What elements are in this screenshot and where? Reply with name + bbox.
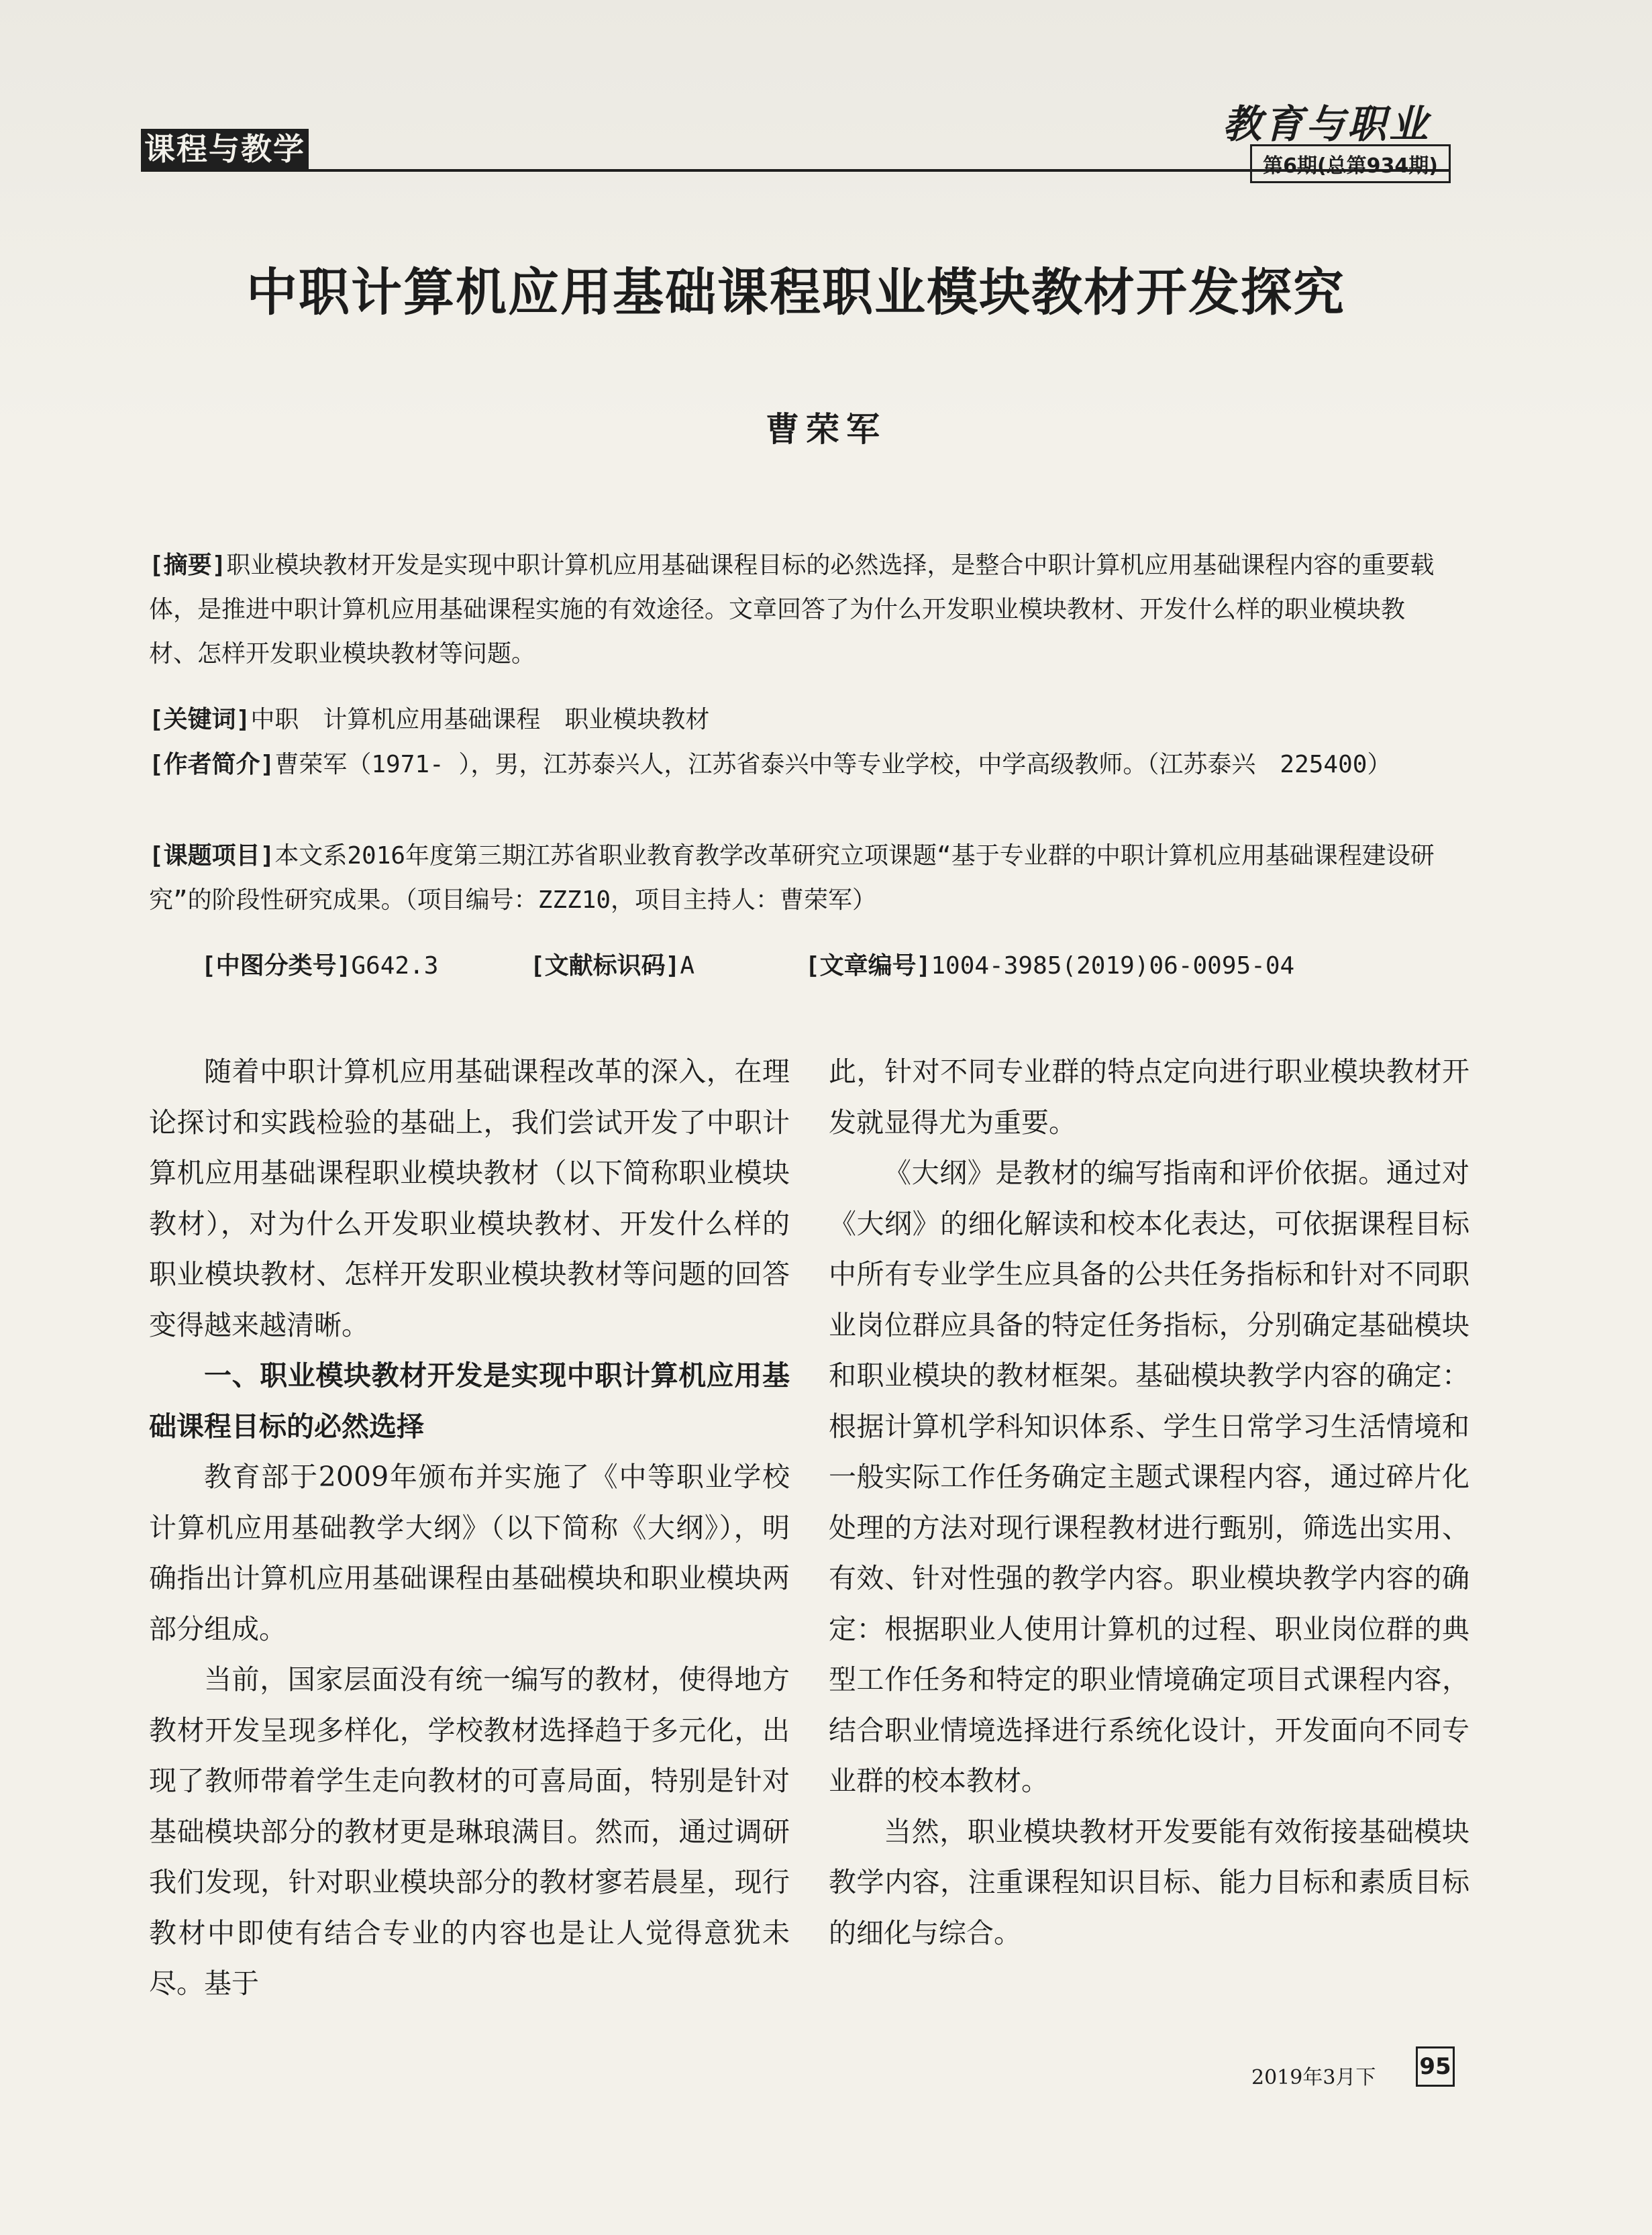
paragraph: 《大纲》是教材的编写指南和评价依据。通过对《大纲》的细化解读和校本化表达，可依据课程目标中所有专业学生应具备的公共任务指标和针对不同职业岗位群应具备的特定任务指标，分别确定基础模块和职业模块的教材框架。基础模块教学内容的确定：根据计算机学科知识体系、学生日常学习生活情境和一般实际工作任务确定主题式课程内容，通过碎片化处理的方法对现行课程教材进行甄别，筛选出实用、有效、针对性强的教学内容。职业模块教学内容的确定：根据职业人使用计算机的过程、职业岗位群的典型工作任务和特定的职业情境确定项目式课程内容，结合职业情境选择进行系统化设计，开发面向不同专业群的校本教材。 <box>829 1157 1469 1797</box>
keywords <box>149 698 1441 742</box>
paragraph: 当前，国家层面没有统一编写的教材，使得地方教材开发呈现多样化，学校教材选择趋于多元化，出现了教师带着学生走向教材的可喜局面，特别是针对基础模块部分的教材更是琳琅满目。然而，通过调研我们发现，针对职业模块部分的教材寥若晨星，现行教材中即使有结合专业的内容也是让人觉得意犹未尽。基于 <box>149 1663 790 1999</box>
paragraph: 当然，职业模块教材开发要能有效衔接基础模块教学内容，注重课程知识目标、能力目标和素质目标的细化与综合。 <box>829 1815 1469 1949</box>
clc-value: G642.3 <box>351 952 439 980</box>
author-bio <box>149 743 1441 787</box>
paragraph: 教育部于2009年颁布并实施了《中等职业学校计算机应用基础教学大纲》（以下简称《大纲》），明确指出计算机应用基础课程由基础模块和职业模块两部分组成。 <box>149 1461 790 1645</box>
article-author: 曹荣军 <box>766 410 886 449</box>
article-number-label: [文章编号] <box>805 952 931 980</box>
document-code-value: A <box>680 952 695 980</box>
article-number <box>805 947 1294 981</box>
page-number: 95 <box>1416 2046 1455 2087</box>
document-code-label: [文献标识码] <box>530 952 680 980</box>
section-heading: 一、职业模块教材开发是实现中职计算机应用基础课程目标的必然选择 <box>149 1359 790 1443</box>
abstract-text: 职业模块教材开发是实现中职计算机应用基础课程目标的必然选择，是整合中职计算机应用基础课程内容的重要载体，是推进中职计算机应用基础课程实施的有效途径。文章回答了为什么开发职业模块教材、开发什么样的职业模块教材、怎样开发职业模块教材等问题。 <box>149 552 1435 668</box>
clc-label: [中图分类号] <box>201 952 352 980</box>
author-bio-label: [作者简介] <box>149 751 275 778</box>
body-column-left <box>149 1047 790 2010</box>
project-label: [课题项目] <box>149 842 275 870</box>
body-column-right <box>829 1047 1469 1959</box>
project-info <box>149 834 1441 923</box>
journal-name: 教育与职业 <box>1222 101 1431 147</box>
footer-date: 2019年3月下 <box>1251 2066 1376 2089</box>
document-code <box>530 947 694 981</box>
issue-number: 第6期(总第934期) <box>1250 144 1451 183</box>
article-number-value: 1004-3985(2019)06-0095-04 <box>931 952 1295 980</box>
paragraph: 随着中职计算机应用基础课程改革的深入，在理论探讨和实践检验的基础上，我们尝试开发了中职计算机应用基础课程职业模块教材（以下简称职业模块教材），对为什么开发职业模块教材、开发什么样的职业模块教材、怎样开发职业模块教材等问题的回答变得越来越清晰。 <box>149 1055 790 1341</box>
author-bio-text: 曹荣军（1971- ），男，江苏泰兴人，江苏省泰兴中等专业学校，中学高级教师。（江苏泰兴 225400） <box>274 751 1392 778</box>
abstract <box>149 543 1441 676</box>
clc-number <box>201 947 438 981</box>
paragraph-continued: 此，针对不同专业群的特点定向进行职业模块教材开发就显得尤为重要。 <box>829 1055 1469 1139</box>
bleed-through-background <box>0 0 1652 429</box>
keywords-text: 中职 计算机应用基础课程 职业模块教材 <box>250 706 710 733</box>
section-tag: 课程与教学 <box>141 129 309 169</box>
keywords-label: [关键词] <box>149 706 251 733</box>
abstract-label: [摘要] <box>149 552 227 579</box>
article-title: 中职计算机应用基础课程职业模块教材开发探究 <box>246 262 1345 322</box>
project-text: 本文系2016年度第三期江苏省职业教育教学改革研究立项课题“基于专业群的中职计算机应用基础课程建设研究”的阶段性研究成果。（项目编号：ZZZ10，项目主持人：曹荣军） <box>149 842 1435 914</box>
